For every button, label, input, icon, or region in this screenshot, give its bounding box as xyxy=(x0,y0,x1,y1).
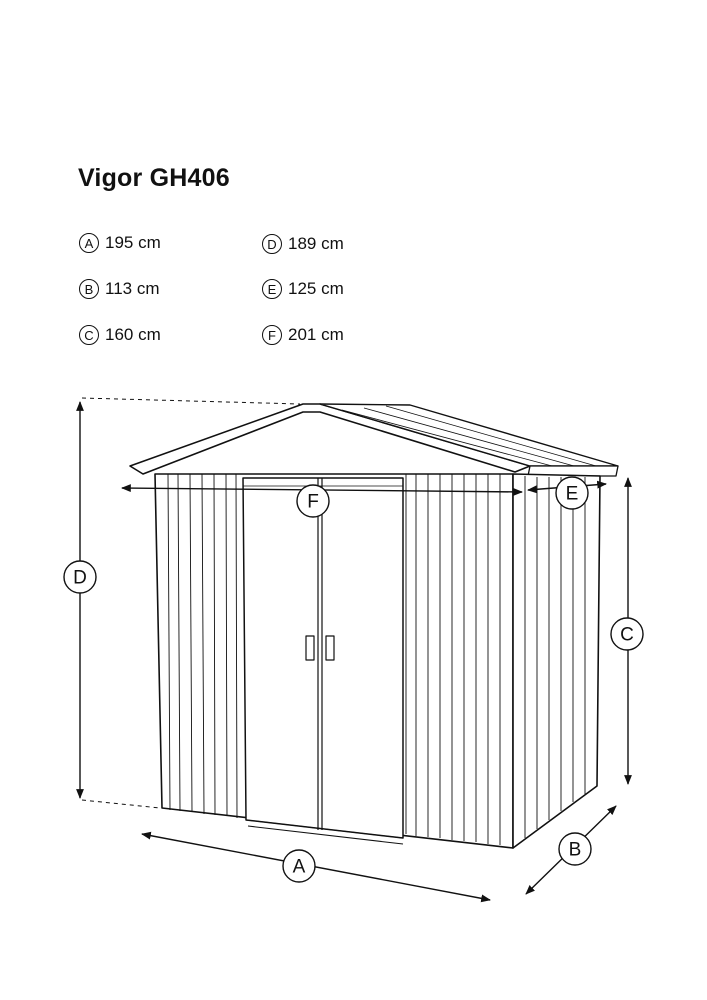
badge-a: A xyxy=(79,233,99,253)
label-f xyxy=(297,485,329,517)
badge-c: C xyxy=(79,325,99,345)
label-f-text: F xyxy=(307,491,319,513)
label-d-text: D xyxy=(73,567,87,589)
label-b-text: B xyxy=(568,839,582,861)
label-a-text: A xyxy=(292,856,306,878)
guide-d-top xyxy=(82,398,300,404)
dim-line-a xyxy=(142,834,490,900)
label-c xyxy=(611,618,643,650)
guide-d-bottom xyxy=(82,800,160,808)
spec-value-c: 160 cm xyxy=(105,325,161,344)
spec-value-a: 195 cm xyxy=(105,233,161,252)
shed-illustration xyxy=(130,404,618,848)
badge-f: F xyxy=(262,325,282,345)
label-d xyxy=(64,561,96,593)
label-e xyxy=(556,477,588,509)
badge-d: D xyxy=(262,234,282,254)
spec-value-f: 201 cm xyxy=(288,325,344,344)
badge-e: E xyxy=(262,279,282,299)
label-a xyxy=(283,850,315,882)
label-c-text: C xyxy=(620,624,634,646)
label-e-text: E xyxy=(565,483,579,505)
badge-b: B xyxy=(79,279,99,299)
product-title: Vigor GH406 xyxy=(78,164,230,192)
spec-value-d: 189 cm xyxy=(288,234,344,253)
label-b xyxy=(559,833,591,865)
spec-value-e: 125 cm xyxy=(288,279,344,298)
spec-value-b: 113 cm xyxy=(105,279,160,298)
